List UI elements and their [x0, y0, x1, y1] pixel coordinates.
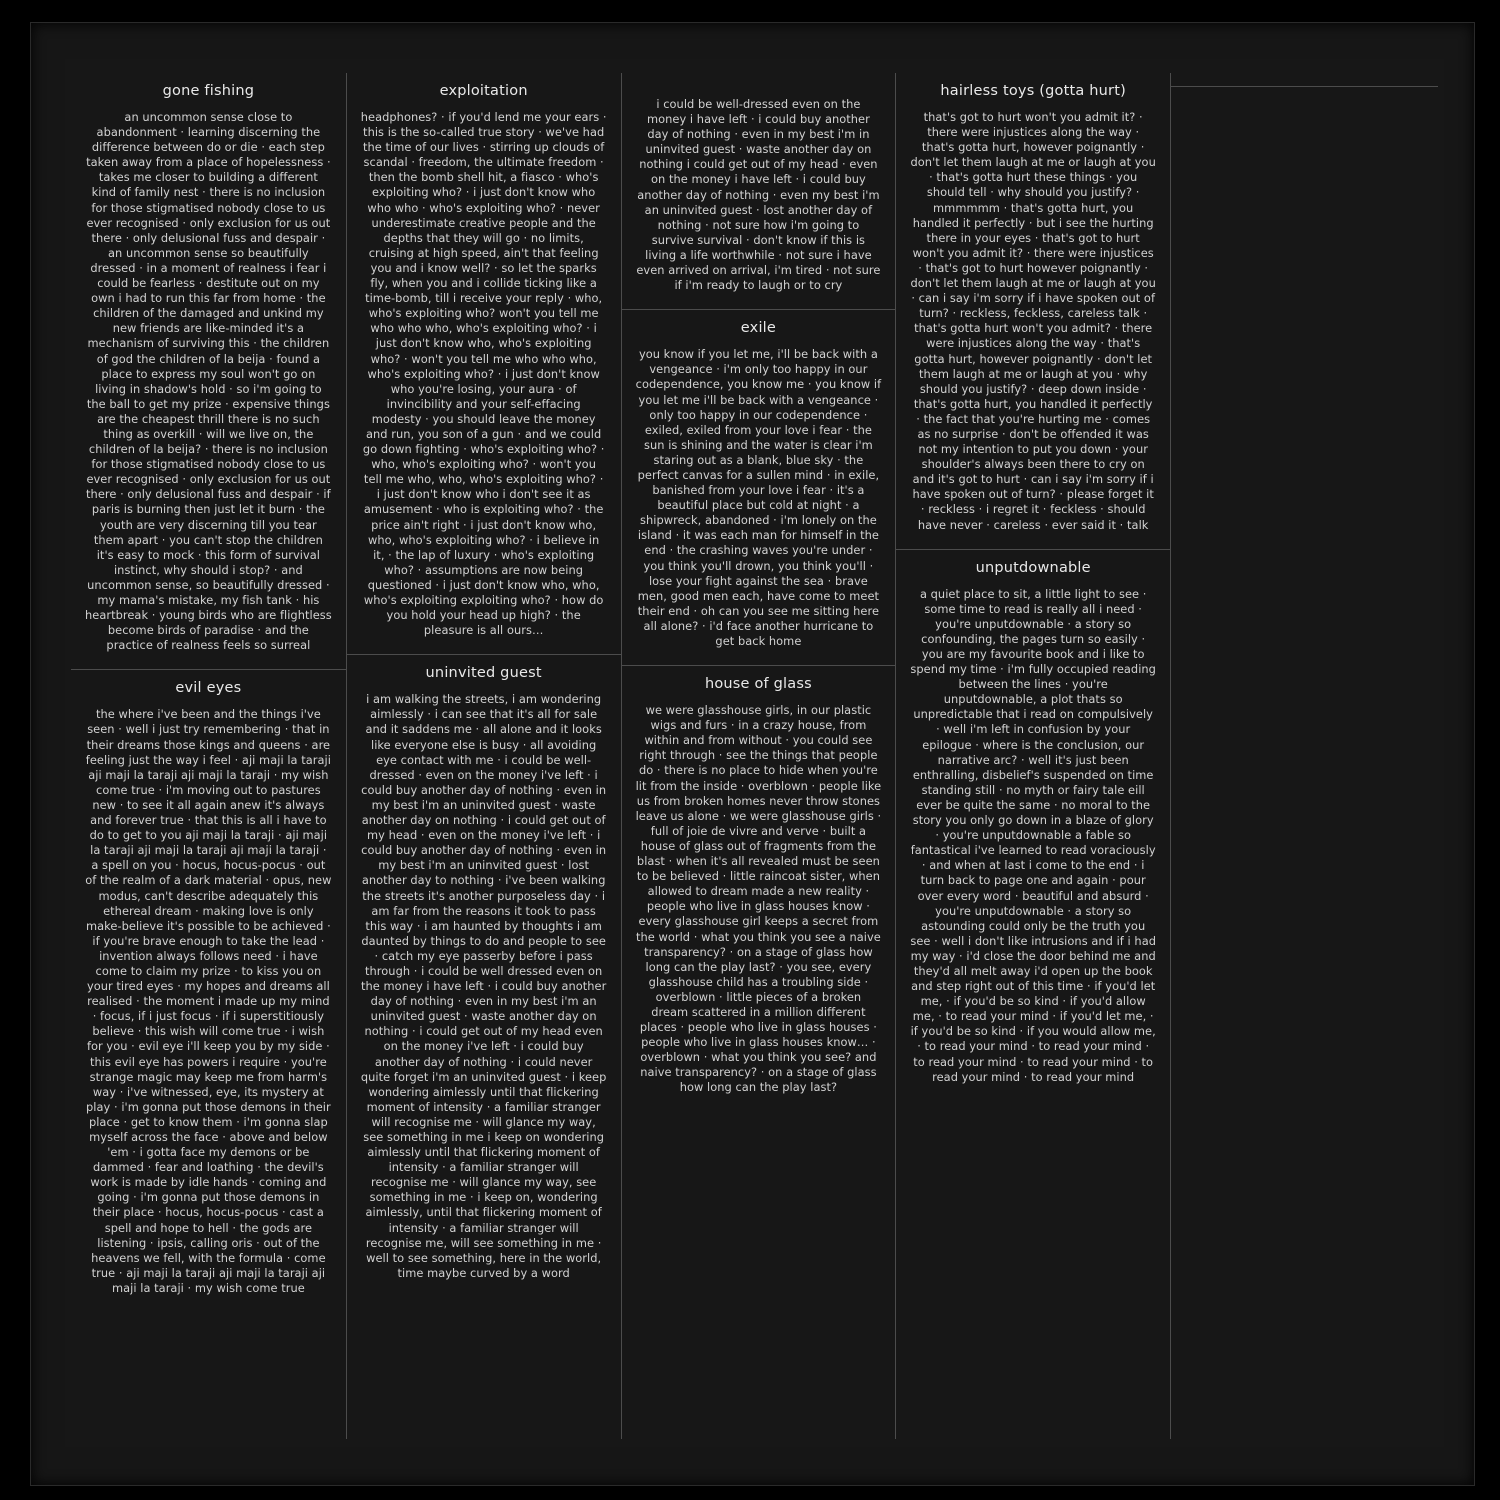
song-lyrics: an uncommon sense close to abandonment · learning discerning the difference between do or die · each step taken away from a place of hopelessness · takes me closer to building a different kind of family nest · there is no inclusion for those stigmatised nobody close to us ever recognised · only exclusion for us out there · only delusional fuss and despair · an uncommon sense so beautifully dressed · in a moment of realness i fear i could be fearless · destitute out on my own i had to run this far from home · the children of the damaged and unkind my new friends are like-minded it's a mechanism of surviving this · the children of god the children of la beija · found a place to express my soul won't go on living in shadow's hold · so i'm going to the ball to get my prize · expensive things are the cheapest thrill there is no such thing as overkill · will we live on, the children of la beija? · there is no inclusion for those stigmatised nobody close to us ever recognised · only exclusion for us out there · only delusional fuss and despair · if paris is burning then just let it burn · the youth are very discerning till you tear them apart · you can't stop the children it's easy to mock · this form of survival instinct, why should i stop? · and uncommon sense, so beautifully dressed · my mama's mistake, my fish tank · his heartbreak · young birds who are flightless become birds of paradise · and the practice of realness feels so surreal — [85, 110, 332, 653]
song-block-uninvited-guest-continued — [636, 73, 882, 293]
lyrics-column-2 — [346, 73, 621, 1439]
credits-column — [1170, 73, 1438, 1439]
divider — [896, 549, 1170, 550]
divider — [622, 309, 896, 310]
song-title: uninvited guest — [425, 665, 542, 682]
liner-notes-panel — [65, 59, 1444, 1447]
lyrics-column-1 — [71, 73, 346, 1439]
divider — [622, 665, 896, 666]
song-lyrics: i am walking the streets, i am wondering aimlessly · i can see that it's all for sale and it saddens me · all alone and it looks like everyone else is busy · all avoiding eye contact with me · i could be well-dressed · even on the money i've left · i could buy another day of nothing · even in my best i'm an uninvited guest · waste another day on nothing · i could get out of my head · even on the money i've left · i could buy another day of nothing · even in my best i'm an uninvited guest · lost another day to nothing · i've been walking the streets it's another purposeless day · i am far from the reasons it took to pass this way · i am haunted by thoughts i am daunted by things to do and people to see · catch my eye passerby before i pass through · i could be well dressed even on the money i have left · i could buy another day of nothing · even in my best i'm an uninvited guest · waste another day on nothing · i could get out of my head even on the money i've left · i could buy another day of nothing · i could never quite forget i'm an uninvited guest · i keep wondering aimlessly until that flickering moment of intensity · a familiar stranger will recognise me · will glance my way, see something in me i keep on wondering aimlessly until that flickering moment of intensity · a familiar stranger will recognise me · will glance my way, see something in me · i keep on, wondering aimlessly, until that flickering moment of intensity · a familiar stranger will recognise me, will see something in me · well to see something, here in the world, time maybe curved by a word — [360, 692, 607, 1280]
divider — [71, 669, 346, 670]
liner-notes-columns — [65, 59, 1444, 1447]
song-lyrics: a quiet place to sit, a little light to see · some time to read is really all i need · you're unputdownable · a story so confounding, the pages turn so easily · you are my favourite book and i like to spend my time · i'm fully occupied reading between the lines · you're unputdownable, a plot thats so unpredictable that i read on compulsively · well i'm left in confusion by your epilogue · where is the conclusion, our narrative arc? · well it's just been enthralling, disbelief's suspended on time standing still · no myth or fairy tale eill ever be quite the same · no moral to the story you only go down in a blaze of glory · you're unputdownable a fable so fantastical i've learned to read voraciously · and when at last i come to the end · i turn back to page one and again · pour over every word · beautiful and absurd · you're unputdownable · a story so astounding could only be the truth you see · well i don't like intrusions and if i had my way · i'd close the door behind me and they'd all melt away i'd open up the book and step right out of this time · if you'd let me, · if you'd be so kind · if you'd allow me, · to read your mind · if you'd let me, · if you'd be so kind · if you would allow me, · to read your mind · to read your mind · to read your mind · to read your mind · to read your mind · to read your mind — [910, 586, 1157, 1084]
lyrics-column-4 — [895, 73, 1170, 1439]
song-block-exile — [636, 320, 882, 649]
song-lyrics: the where i've been and the things i've seen · well i just try remembering · that in their dreams those kings and queens · are feeling just the way i feel · aji maji la taraji aji maji la taraji aji maji la taraji · my wish come true · i'm moving out to pastures new · to see it all again anew it's always and forever true · that this is all i have to do to get to you aji maji la taraji · aji maji la taraji aji maji la taraji aji maji la taraji · a spell on you · hocus, hocus-pocus · out of the realm of a dark material · opus, new modus, can't describe adequately this ethereal dream · making love is only make-believe it's possible to be achieved · if you're brave enough to take the lead · invention always follows need · i have come to claim my prize · to kiss you on your tired eyes · my hopes and dreams all realised · the moment i made up my mind · focus, if i just focus · if i superstitiously believe · this wish will come true · i wish for you · evil eye i'll keep you by my side · this evil eye has powers i require · you're strange magic may keep me from harm's way · i've witnessed, eye, its mystery at play · i'm gonna put those demons in their place · get to know them · i'm gonna slap myself across the face · above and below 'em · i gotta face my demons or be dammed · fear and loathing · the devil's work is made by idle hands · coming and going · i'm gonna put those demons in their place · hocus, hocus-pocus · cast a spell and hope to hell · the gods are listening · ipsis, calling oris · out of the heavens we fell, with the formula · come true · aji maji la taraji aji maji la taraji aji maji la taraji · my wish come true — [85, 707, 332, 1295]
credits-body — [1185, 86, 1424, 87]
song-block-evil-eyes — [85, 680, 332, 1296]
song-title: unputdownable — [975, 559, 1091, 576]
song-lyrics: that's got to hurt won't you admit it? · there were injustices along the way · that's gotta hurt, however poignantly · don't let them laugh at me or laugh at you · that's gotta hurt these things · you should tell · why should you justify? · mmmmmm · that's gotta hurt, you handled it perfectly · but i see the hurting there in your eyes · that's got to hurt won't you admit it? · there were injustices · that's got to hurt however poignantly · don't let them laugh at me or laugh at you · can i say i'm sorry if i have spoken out of turn? · reckless, feckless, careless talk · that's gotta hurt won't you admit? · there were injustices along the way · that's gotta hurt, however poignantly · don't let them laugh at me or laugh at you · why should you justify? · deep down inside · that's gotta hurt, you handled it perfectly · the fact that you're hurting me · comes as no surprise · don't be offended it was not my intention to put you down · your shoulder's always been there to cry on and it's got to hurt · can i say i'm sorry if i have spoken out of turn? · please forget it · reckless · i regret it · feckless · should have never · careless · ever said it · talk — [910, 110, 1156, 532]
song-block-hairless-toys — [910, 83, 1156, 533]
song-lyrics: i could be well-dressed even on the money i have left · i could buy another day of nothing · even in my best i'm in uninvited guest · waste another day on nothing i could get out of my head · even on the money i have left · i could buy another day of nothing · even my best i'm an uninvited guest · lost another day of nothing · not sure how i'm going to survive survival · don't know if this is living a life worthwhile · not sure i have even arrived on arrival, i'm tired · not sure if i'm ready to laugh or to cry — [636, 97, 881, 293]
song-lyrics: you know if you let me, i'll be back with a vengeance · i'm only too happy in our codependence, you know me · you know if you let me i'll be back with a vengeance · only too happy in our codependence · exiled, exiled from your love i fear · the sun is shining and the water is clear i'm staring out as a blank, blue sky · the perfect canvas for a sullen mind · in exile, banished from your love i fear · it's a beautiful place but cold at night · a shipwreck, abandoned · i'm lonely on the island · it was each man for himself in the end · the crashing waves you're under · you think you'll drown, you think you'll · lose your fight against the sea · brave men, good men each, have come to meet their end · oh can you see me sitting here all alone? · i'd face another hurricane to get back home — [635, 347, 882, 648]
song-title: house of glass — [704, 676, 812, 693]
lyrics-column-3 — [621, 73, 896, 1439]
song-block-exploitation — [361, 83, 607, 638]
divider — [347, 654, 621, 655]
divider — [1171, 86, 1438, 87]
song-title: gone fishing — [162, 83, 255, 99]
song-title: exploitation — [439, 83, 528, 99]
song-title: exile — [740, 320, 777, 337]
song-lyrics: headphones? · if you'd lend me your ears · this is the so-called true story · we've had the time of our lives · stirring up clouds of scandal · freedom, the ultimate freedom · then the bomb shell hit, a fiasco · who's exploiting who? · i just don't know who who who · who's exploiting who? · never underestimate creative people and the depths that they will go · no limits, cruising at high speed, ain't that feeling you and i know well? · so let the sparks fly, when you and i collide ticking like a time-bomb, till i receive your reply · who, who's exploiting who? won't you tell me who who who, who's exploiting who? · i just don't know who, who's exploiting who? · won't you tell me who who who, who's exploiting who? · i just don't know who you're losing, your aura · of invincibility and your self-effacing modesty · you should leave the money and run, you son of a gun · and we could go down fighting · who's exploiting who? · who, who's exploiting who? · won't you tell me who, who, who's exploiting who? · i just don't know who i don't see it as amusement · who is exploiting who? · the price ain't right · i just don't know who, who, who's exploiting who? · i believe in it, · the lap of luxury · who's exploiting who? · assumptions are now being questioned · i just don't know who, who, who's exploiting exploiting who? · how do you hold your head up high? · the pleasure is all ours… — [360, 110, 607, 638]
song-lyrics: we were glasshouse girls, in our plastic wigs and furs · in a crazy house, from within and from without · you could see right through · see the things that people do · there is no place to hide when you're lit from the inside · overblown · people like us from broken homes never throw stones leave us alone · we were glasshouse girls · full of joie de vivre and verve · built a house of glass out of fragments from the blast · when it's all revealed must be seen to be believed · little raincoat sister, when allowed to dream made a new reality · people who live in glass houses know · every glasshouse girl keeps a secret from the world · what you think you see a naive transparency? · on a stage of glass how long can the play last? · you see, every glasshouse child has a troubling side · overblown · little pieces of a broken dream scattered in a million different places · people who live in glass houses · people who live in glass houses know… · overblown · what you think you see? and naive transparency? · on a stage of glass how long can the play last? — [635, 703, 882, 1095]
song-title: evil eyes — [175, 680, 242, 697]
song-block-uninvited-guest — [361, 665, 607, 1281]
song-block-house-of-glass — [636, 676, 882, 1095]
record-sleeve-back — [30, 22, 1475, 1486]
song-title: hairless toys (gotta hurt) — [940, 83, 1126, 99]
song-block-unputdownable — [910, 560, 1156, 1085]
song-block-gone-fishing — [85, 83, 332, 653]
